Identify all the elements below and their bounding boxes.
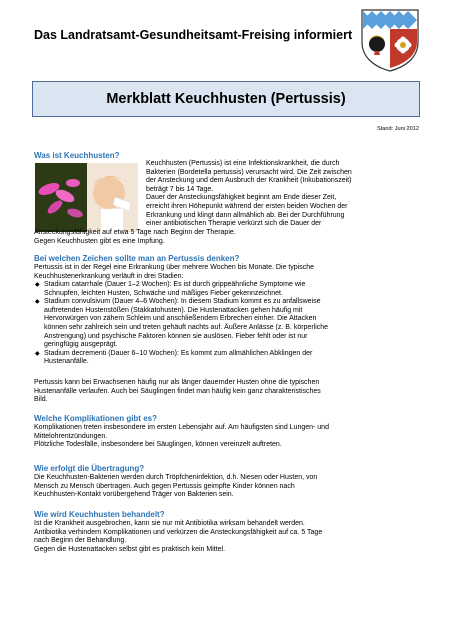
text-line: Komplikationen treten insbesondere im ersten Lebensjahr auf. Am häufigsten sind Lungen- und: [34, 424, 329, 431]
document-title: Merkblatt Keuchhusten (Pertussis): [106, 91, 346, 107]
stand-date: Stand: Juni 2012: [377, 126, 419, 132]
text-line: Gegen Keuchhusten gibt es eine Impfung.: [34, 237, 165, 245]
text-line: Plötzliche Todesfälle, insbesondere bei Säuglingen, können vereinzelt auftreten.: [34, 441, 282, 449]
text-line: Ist die Krankheit ausgebrochen, kann sie nur mit Antibiotika wirksam behandelt werden.: [34, 520, 305, 527]
text-line: einer antibiotischen Therapie verkürzt sich die Dauer der: [146, 220, 322, 228]
text-line: können sehr zahlreich sein und treten gehäuft nachts auf. Äußere Anlässe (z. B. körperliche: [44, 323, 329, 331]
text-line: Mittelohrentzündungen.: [34, 432, 108, 440]
section-text-behandlung: [34, 520, 422, 554]
text-line: Keuchhustenerkrankung verläuft in drei Stadien:: [34, 272, 184, 280]
section-heading-behandlung: Wie wird Keuchhusten behandelt?: [34, 510, 165, 519]
illustration-photo: [35, 163, 138, 232]
diamond-bullet-icon: ◆: [35, 282, 40, 288]
text-line: Pertussis kann bei Erwachsenen häufig nur als länger dauernder Husten ohne die typischen: [34, 379, 320, 386]
text-line: beträgt 7 bis 14 Tage.: [146, 185, 214, 193]
text-line: der Ansteckung und dem Ausbruch der Krankheit (Inkubationszeit): [146, 177, 352, 185]
text-line: Anstrengung) und psychische Faktoren können sie auslösen. Fieber fehlt oder ist nur: [44, 332, 308, 340]
section-heading-uebertragung: Wie erfolgt die Übertragung?: [34, 464, 145, 473]
text-line: Gegen die Hustenattacken selbst gibt es praktisch kein Mittel.: [34, 545, 226, 553]
section-text-komplikationen: [34, 424, 422, 450]
text-line: Bild.: [34, 396, 48, 404]
diamond-bullet-icon: ◆: [35, 299, 40, 306]
document-title-box: [32, 81, 420, 117]
text-line: auftretenden Hustenstößen (Stakkatohusten). Die Hustenattacken gehen häufig mit: [44, 306, 303, 314]
text-line: Hervorwürgen von zähem Schleim und anschließendem Erbrechen einher. Die Attacken: [44, 315, 317, 323]
section-intro-zeichen: [34, 264, 422, 281]
text-line: Antibiotika verhindern Komplikationen und verkürzen die Ansteckungsfähigkeit auf ca. 5 Tage: [34, 528, 323, 536]
stadien-list: [34, 281, 419, 367]
text-line: nach Beginn der Behandlung.: [34, 537, 127, 545]
text-line: geringfügig ausgeprägt.: [44, 341, 118, 349]
text-line: erreicht ihren Höhepunkt während der ersten beiden Wochen der: [146, 202, 348, 210]
coughing-child-image: [87, 163, 138, 232]
section-text-was-ist-full: [34, 229, 422, 246]
diamond-bullet-icon: ◆: [35, 350, 40, 357]
text-line: Hustenanfälle.: [44, 358, 89, 366]
list-item-convulsivum: [34, 298, 419, 350]
text-line: Erkrankung und klingt dann allmählich ab. Bei der Durchführung: [146, 211, 345, 219]
text-line: Keuchhusten (Pertussis) ist eine Infektionskrankheit, die durch: [146, 160, 340, 167]
text-line: Stadium catarrhale (Dauer 1–2 Wochen): Es ist durch grippeähnliche Symptome wie: [44, 281, 306, 288]
header-title: Das Landratsamt-Gesundheitsamt-Freising informiert: [34, 28, 353, 42]
text-line: Keuchhusten-Kontakt vorübergehend Träger von Bakterien sein.: [34, 491, 234, 499]
text-line: Bakterien (Bordetella pertussis) verursacht wird. Die Zeit zwischen: [146, 168, 352, 176]
text-line: Pertussis ist in der Regel eine Erkrankung über mehrere Wochen bis Monate. Die typische: [34, 264, 315, 271]
coat-of-arms-logo: [360, 8, 420, 72]
section-heading-was-ist: Was ist Keuchhusten?: [34, 151, 120, 160]
bavarian-diamonds: [363, 11, 417, 29]
text-line: Mensch zu Mensch übertragen. Auch gegen Pertussis geimpfte Kinder können nach: [34, 482, 295, 490]
section-heading-zeichen: Bei welchen Zeichen sollte man an Pertussis denken?: [34, 254, 240, 263]
section-heading-komplikationen: Welche Komplikationen gibt es?: [34, 414, 157, 423]
text-line: Ansteckungsfähigkeit auf etwa 5 Tage nach Beginn der Therapie.: [34, 229, 236, 236]
section-outro-zeichen: [34, 379, 422, 405]
section-text-was-ist-wrapped: [146, 160, 422, 229]
text-line: Dauer der Ansteckungsfähigkeit beginnt am Ende dieser Zeit,: [146, 194, 337, 202]
list-item-catarrhale: [34, 281, 419, 298]
text-line: Hustenanfälle verlaufen. Auch bei Säuglingen findet man häufig kein ganz charakteristisches: [34, 387, 321, 395]
text-line: Die Keuchhusten-Bakterien werden durch Tröpfcheninfektion, d.h. Niesen oder Husten, von: [34, 474, 318, 481]
section-text-uebertragung: [34, 474, 422, 500]
text-line: Stadium convulsivum (Dauer 4–6 Wochen): In diesem Stadium kommt es zu anfallsweise: [44, 298, 321, 306]
text-line: Schnupfen, leichten Husten, Schwäche und mäßiges Fieber gekennzeichnet.: [44, 289, 283, 297]
list-item-decrementi: [34, 350, 419, 367]
text-line: Stadium decrementi (Dauer 6–10 Wochen): Es kommt zum allmählichen Abklingen der: [44, 349, 313, 357]
